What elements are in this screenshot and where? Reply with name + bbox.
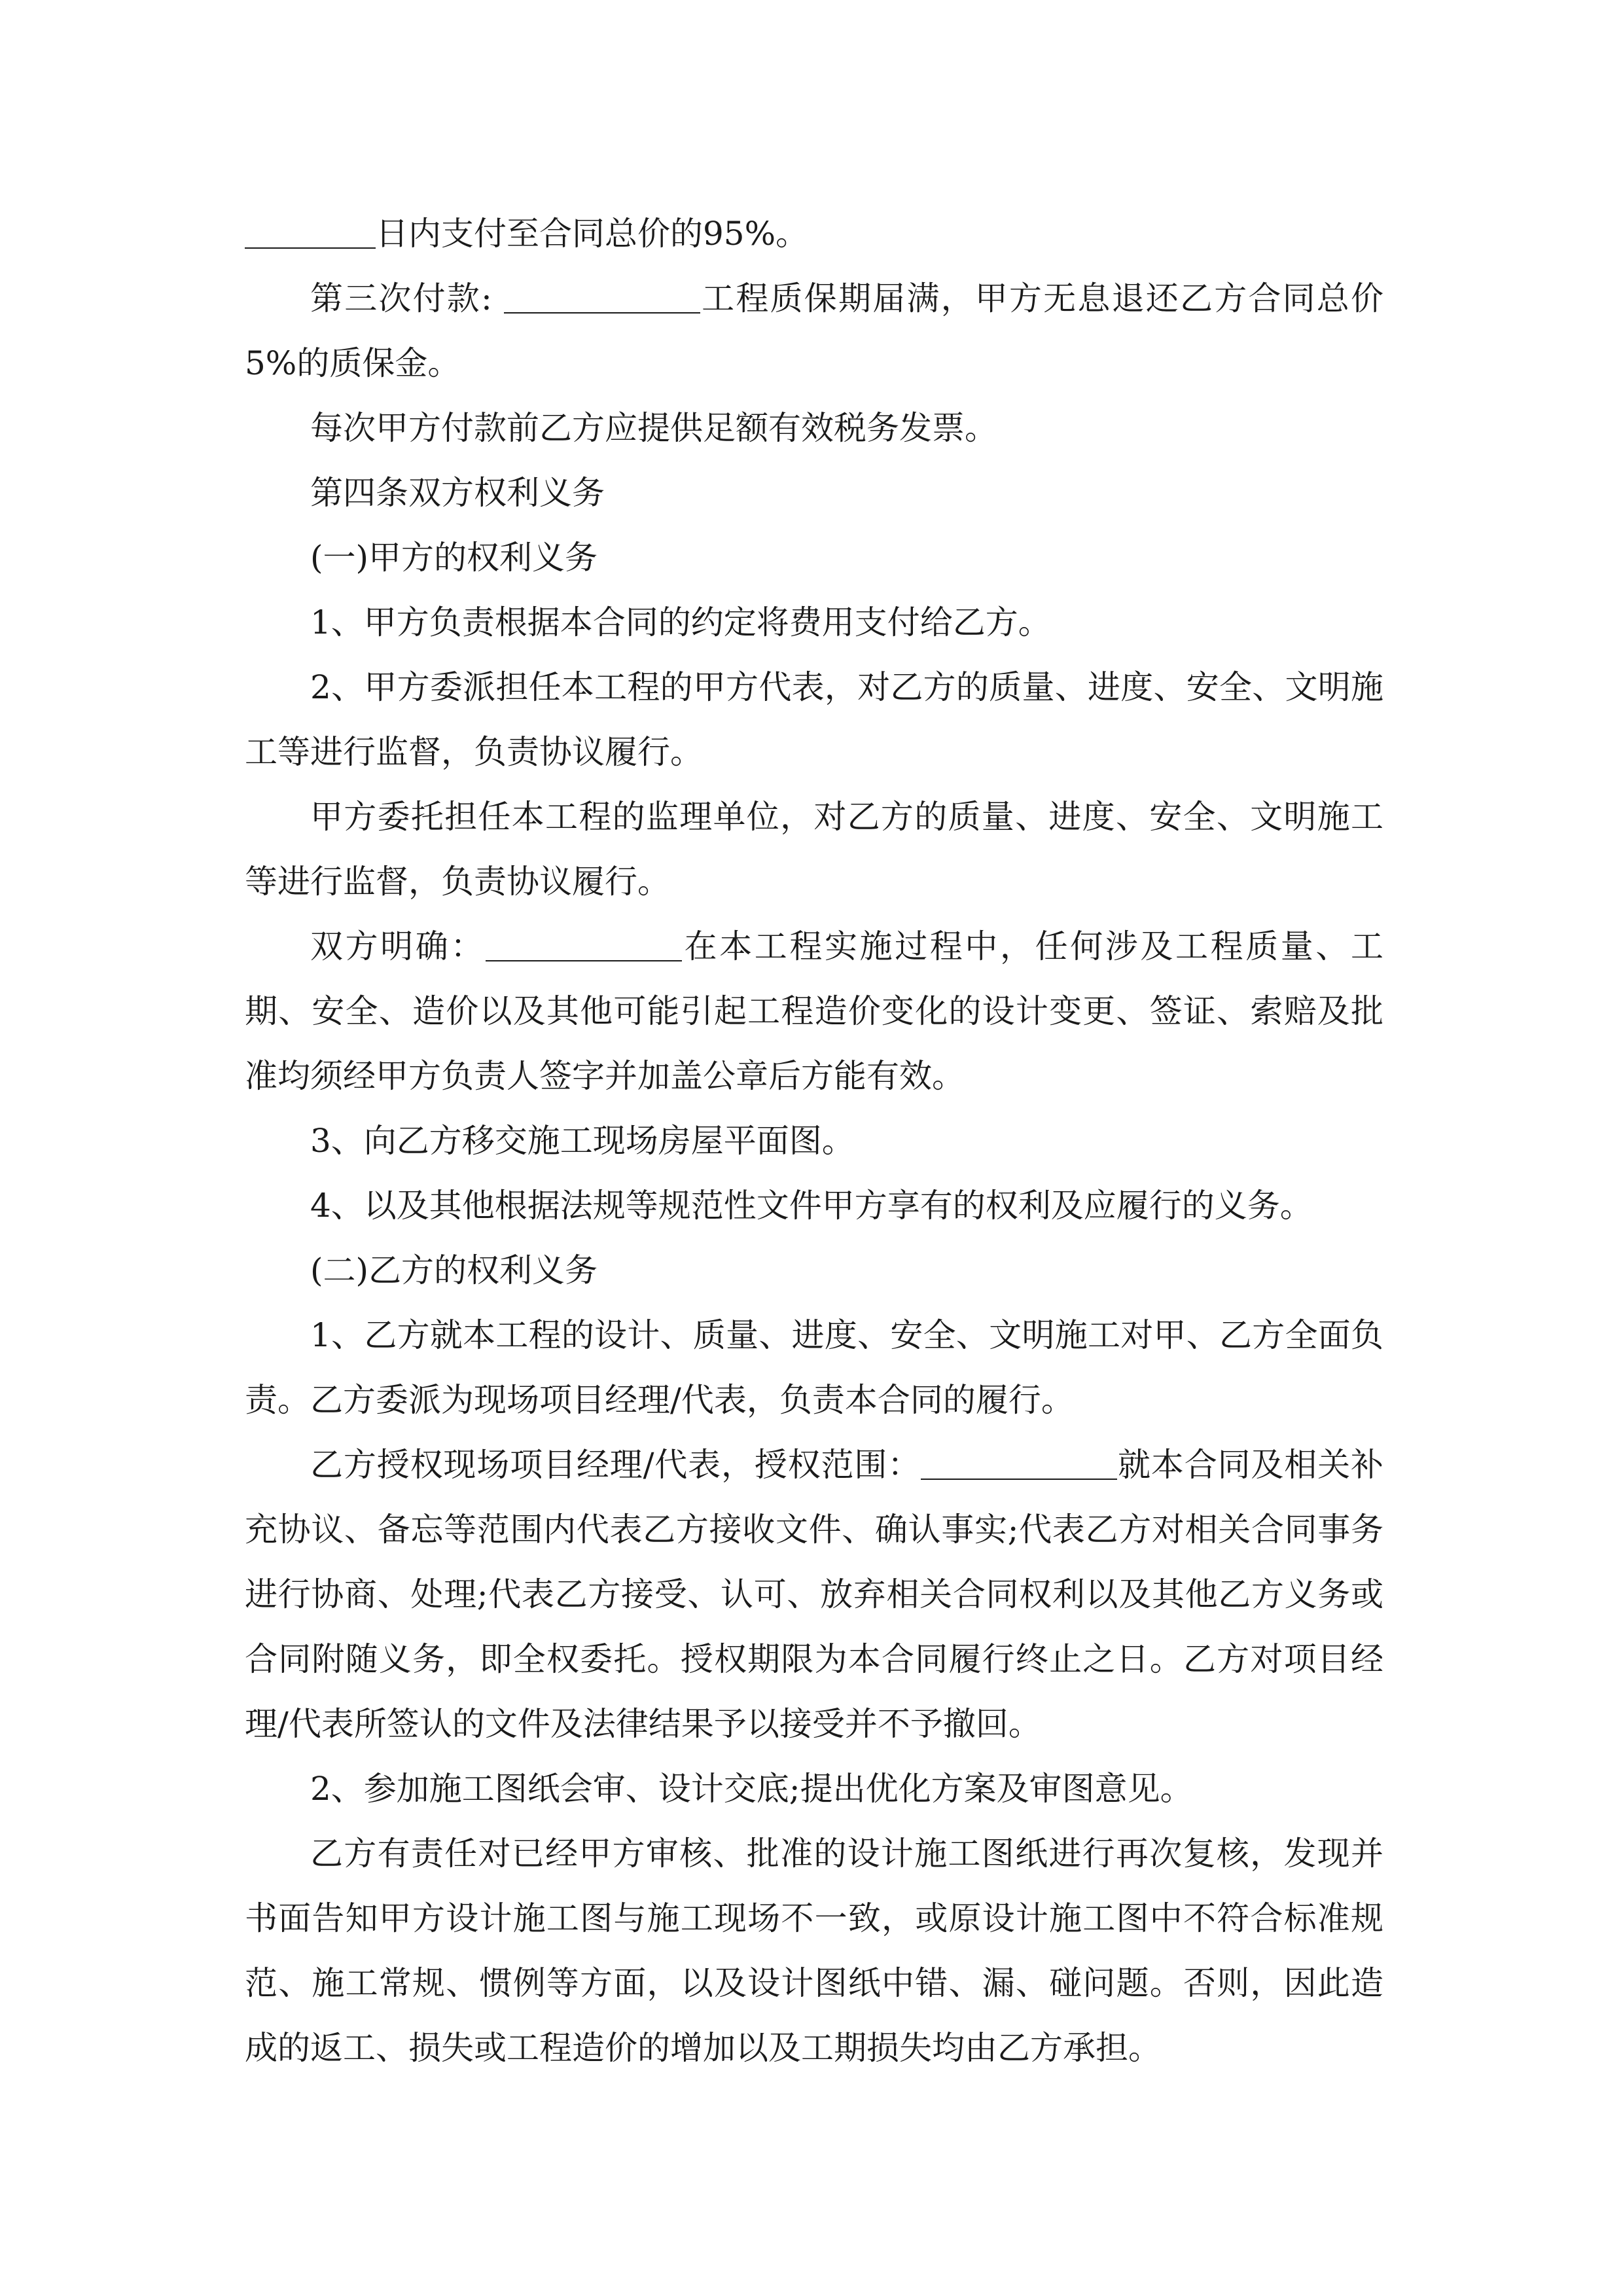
paragraph-text: 在本工程实施过程中，任何涉及工程质量、工期、安全、造价以及其他可能引起工程造价变化的设计变更、签证、索赔及批准均须经甲方负责人签字并加盖公章后方能有效。 (245, 927, 1383, 1095)
article-heading: 第四条双方权利义务 (310, 474, 605, 512)
document-body (245, 202, 1383, 2081)
paragraph-payment-second-tail (245, 202, 1383, 266)
section-heading-party-b: (二)乙方的权利义务 (310, 1251, 598, 1289)
paragraph-text: 就本合同及相关补充协议、备忘等范围内代表乙方接收文件、确认事实;代表乙方对相关合同事务进行协商、处理;代表乙方接受、认可、放弃相关合同权利以及其他乙方义务或合同附随义务，即全权委托。授权期限为本合同履行终止之日。乙方对项目经理/代表所签认的文件及法律结果予以接受并不予撤回。 (245, 1446, 1383, 1743)
clause-b-authorization (245, 1433, 1383, 1757)
paragraph-text: 第三次付款: (310, 279, 492, 317)
paragraph-text: 乙方授权现场项目经理/代表，授权范围： (310, 1446, 921, 1484)
clause-a-2: 2、甲方委派担任本工程的甲方代表，对乙方的质量、进度、安全、文明施工等进行监督，负责协议履行。 (245, 668, 1383, 771)
paragraph-text: 日内支付至合同总价的95%。 (376, 215, 809, 253)
fill-in-blank[interactable] (921, 1446, 1117, 1480)
clause-b-1: 1、乙方就本工程的设计、质量、进度、安全、文明施工对甲、乙方全面负责。乙方委派为现场项目经理/代表，负责本合同的履行。 (245, 1316, 1383, 1419)
section-heading-party-a: (一)甲方的权利义务 (310, 539, 598, 577)
paragraph-text: 双方明确： (310, 927, 486, 965)
clause-b-2: 2、参加施工图纸会审、设计交底;提出优化方案及审图意见。 (310, 1770, 1193, 1808)
clause-a-4: 4、以及其他根据法规等规范性文件甲方享有的权利及应履行的义务。 (310, 1187, 1313, 1225)
clause-mutual-agreement (245, 914, 1383, 1109)
paragraph-text: 工程质保期届满，甲方无息退还乙方合同总价5%的质保金。 (245, 279, 1383, 382)
fill-in-blank[interactable] (504, 279, 700, 314)
clause-a-1: 1、甲方负责根据本合同的约定将费用支付给乙方。 (310, 603, 1051, 641)
fill-in-blank[interactable] (245, 215, 376, 249)
paragraph-invoice: 每次甲方付款前乙方应提供足额有效税务发票。 (310, 409, 997, 447)
fill-in-blank[interactable] (486, 927, 682, 961)
paragraph-payment-third (245, 266, 1383, 396)
clause-a-3: 3、向乙方移交施工现场房屋平面图。 (310, 1122, 855, 1160)
clause-b-review: 乙方有责任对已经甲方审核、批准的设计施工图纸进行再次复核，发现并书面告知甲方设计施工图与施工现场不一致，或原设计施工图中不符合标准规范、施工常规、惯例等方面，以及设计图纸中错、漏、碰问题。否则，因此造成的返工、损失或工程造价的增加以及工期损失均由乙方承担。 (245, 1835, 1383, 2067)
clause-a-supervisor: 甲方委托担任本工程的监理单位，对乙方的质量、进度、安全、文明施工等进行监督，负责协议履行。 (245, 798, 1383, 901)
